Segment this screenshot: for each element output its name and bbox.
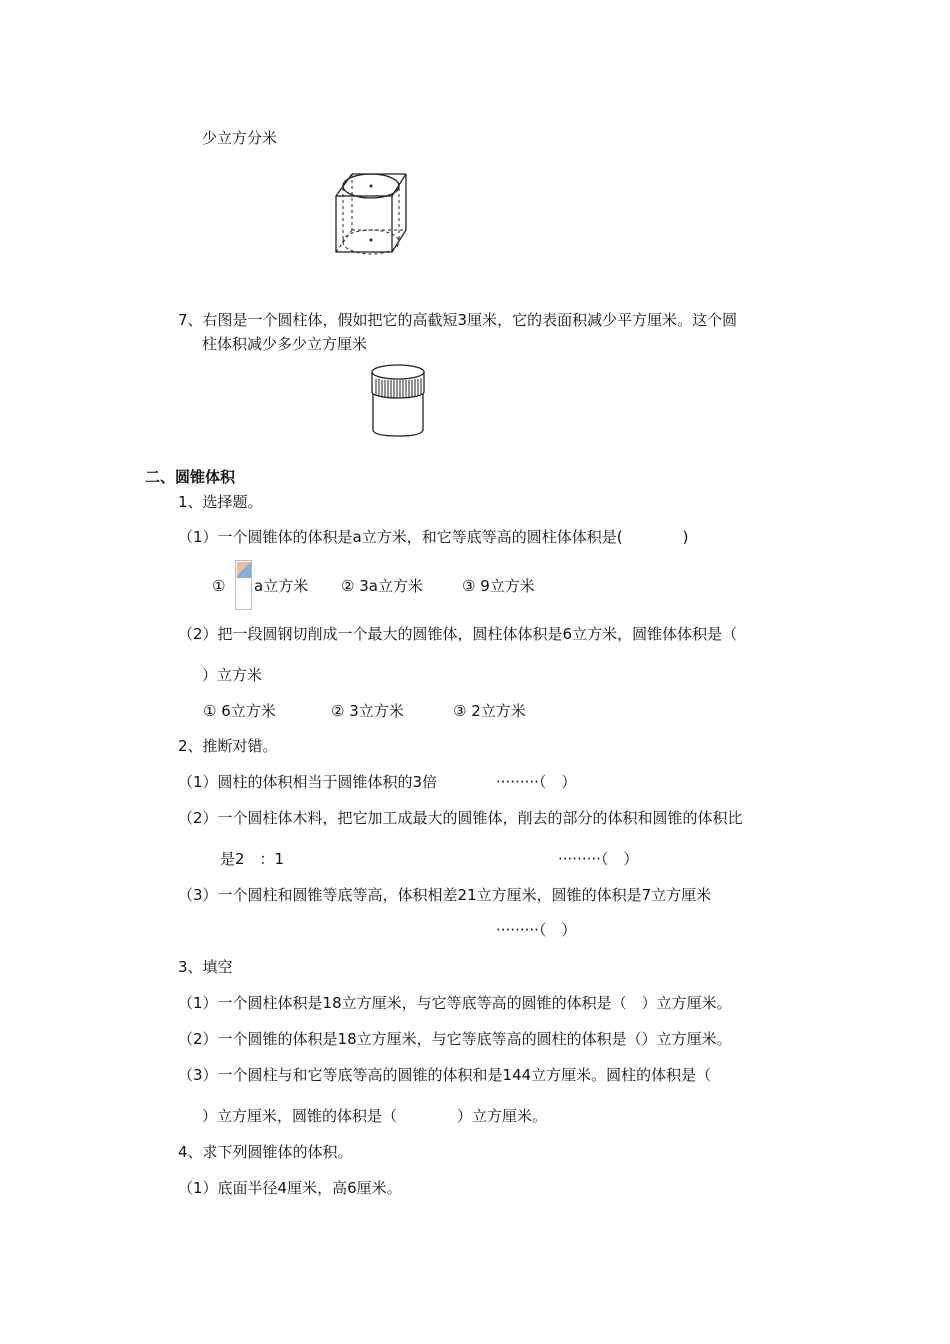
cylinder-in-cube-figure	[330, 168, 414, 256]
section-2-title: 二、圆锥体积	[145, 468, 236, 486]
q7-line-2: 柱体积减少多少立方厘米	[202, 335, 368, 353]
p3-q1-text: （1）一个圆柱体积是18立方厘米，与它等底等高的圆锥的体积是（ ）立方厘米。	[178, 994, 732, 1012]
p3-q3-line-2: ）立方厘米，圆锥的体积是（ ）立方厘米。	[202, 1107, 548, 1125]
p1-q2-option-1: ① 6立方米	[203, 702, 276, 720]
part-1-heading: 1、选择题。	[178, 493, 263, 511]
p3-q2-text: （2）一个圆锥的体积是18立方厘米，与它等底等高的圆柱的体积是（）立方厘米。	[178, 1030, 732, 1048]
p2-q2-line-2: 是2 ：1	[220, 850, 285, 868]
q7-line-1: 7、右图是一个圆柱体，假如把它的高截短3厘米，它的表面积减少平方厘米。这个圆	[178, 311, 738, 329]
p2-q1-text: （1）圆柱的体积相当于圆锥体积的3倍	[178, 773, 438, 791]
p1-q1-option-1-mark: ①	[212, 577, 226, 595]
p1-q1-option-2: ② 3a立方米	[341, 577, 423, 595]
part-4-heading: 4、求下列圆锥体的体积。	[178, 1143, 353, 1161]
p1-q2-option-2: ② 3立方米	[331, 702, 404, 720]
p3-q3-line-1: （3）一个圆柱与和它等底等高的圆锥的体积和是144立方厘米。圆柱的体积是（	[178, 1066, 712, 1084]
p1-q2-line-2: ）立方米	[202, 666, 263, 684]
p2-q2-answer-blank: ·········（ ）	[558, 850, 639, 868]
p2-q2-line-1: （2）一个圆柱体木料，把它加工成最大的圆锥体，削去的部分的体积和圆锥的体积比	[178, 809, 743, 827]
intro-tail-text: 少立方分米	[202, 129, 278, 147]
p1-q2-line-1: （2）把一段圆钢切削成一个最大的圆锥体，圆柱体体积是6立方米，圆锥体体积是（	[178, 625, 738, 643]
p4-q1-text: （1）底面半径4厘米，高6厘米。	[178, 1179, 402, 1197]
part-2-heading: 2、推断对错。	[178, 737, 278, 755]
broken-image-icon	[235, 560, 252, 610]
part-3-heading: 3、填空	[178, 958, 233, 976]
p2-q1-answer-blank: ·········（ ）	[496, 773, 577, 791]
p1-q1-text: （1）一个圆锥体的体积是a立方米，和它等底等高的圆柱体体积是( )	[178, 528, 689, 546]
p1-q2-option-3: ③ 2立方米	[453, 702, 526, 720]
p1-q1-option-3: ③ 9立方米	[462, 577, 535, 595]
p2-q3-line-1: （3）一个圆柱和圆锥等底等高，体积相差21立方厘米，圆锥的体积是7立方厘米	[178, 886, 712, 904]
p1-q1-option-1-text: a立方米	[254, 577, 309, 595]
p2-q3-answer-blank: ·········（ ）	[496, 921, 577, 939]
cylinder-jar-figure	[368, 362, 428, 440]
